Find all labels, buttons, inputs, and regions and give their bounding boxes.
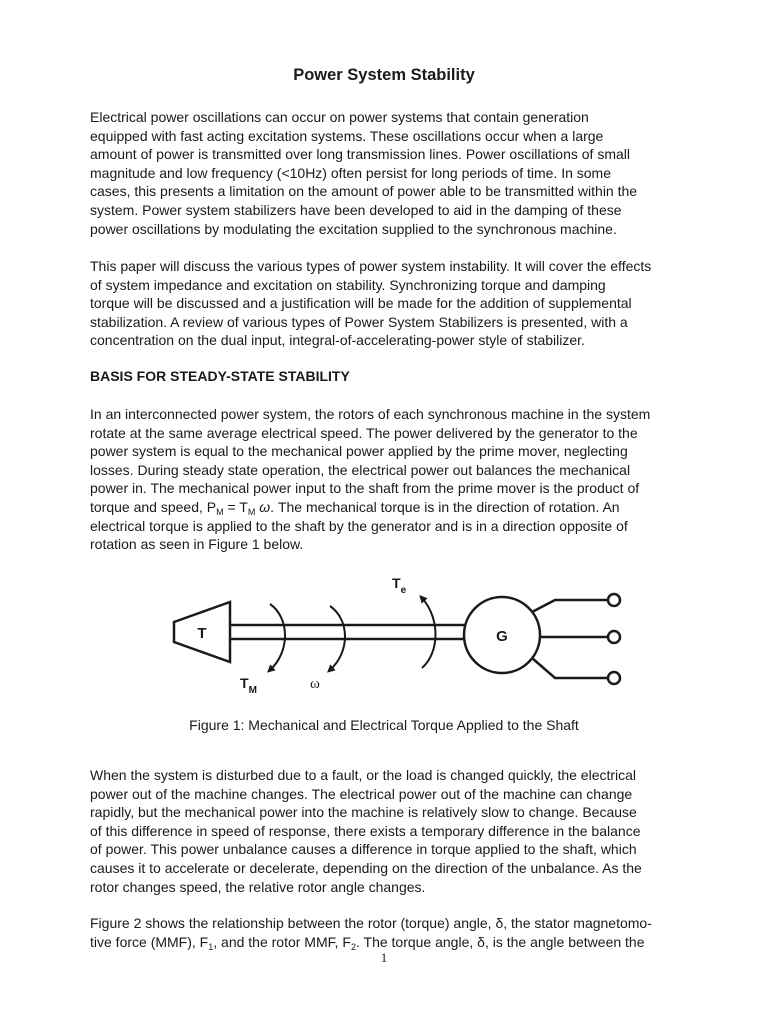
te-subscript: e <box>400 585 407 596</box>
text-line: rapidly, but the mechanical power into the machine is relatively slow to change. Because <box>90 804 637 821</box>
text-line: causes it to accelerate or decelerate, depending on the direction of the unbalance. As the <box>90 859 642 876</box>
text-line: magnitude and low frequency (<10Hz) often persist for long periods of time. In some <box>90 164 611 181</box>
text-line: power oscillations by modulating the excitation supplied to the synchronous machine. <box>90 220 617 237</box>
text-line: When the system is disturbed due to a fault, or the load is changed quickly, the electrical <box>90 767 637 783</box>
intro-paragraph <box>90 108 705 238</box>
phase-lead-a <box>532 600 608 612</box>
text-line: stabilization. A review of various types of Power System Stabilizers is presented, with a <box>90 313 628 330</box>
page-number: 1 <box>380 950 388 965</box>
section-heading: BASIS FOR STEADY-STATE STABILITY <box>90 368 350 384</box>
figure-1-shaft-diagram <box>160 570 640 700</box>
disturbance-paragraph <box>90 766 705 896</box>
text-line: of system impedance and excitation on stability. Synchronizing torque and damping <box>90 276 606 293</box>
text-line: system. Power system stabilizers have been developed to aid in the damping of these <box>90 201 622 218</box>
text-line: of this difference in speed of response, there exists a temporary difference in the balance <box>90 822 641 839</box>
tm-label <box>240 675 257 696</box>
turbine-label: T <box>197 625 207 642</box>
text-line: rotor changes speed, the relative rotor angle changes. <box>90 878 426 895</box>
figure-1-caption: Figure 1: Mechanical and Electrical Torque Applied to the Shaft <box>189 717 579 733</box>
basis-paragraph <box>90 405 705 554</box>
terminal-b <box>608 631 620 643</box>
terminal-a <box>608 594 620 606</box>
mmf-text-b: , and the rotor MMF, F <box>213 933 351 950</box>
text-line: This paper will discuss the various types of power system instability. It will cover the effects <box>90 258 652 274</box>
text-line: power in. The mechanical power input to the shaft from the prime mover is the product of <box>90 480 640 497</box>
f2-subscript: 2 <box>350 941 356 952</box>
eq-prefix: torque and speed, P <box>90 498 217 515</box>
scope-paragraph <box>90 257 705 350</box>
mmf-text-c: . The torque angle, δ, is the angle between the <box>355 933 645 950</box>
text-line <box>90 933 705 952</box>
text-line: rotation as seen in Figure 1 below. <box>90 536 304 553</box>
omega-symbol: ω <box>255 498 271 515</box>
te-torque-arc <box>422 598 436 668</box>
f1-subscript: 1 <box>208 941 214 952</box>
eq-suffix: . The mechanical torque is in the direction of rotation. An <box>270 498 620 515</box>
text-line: losses. During steady state operation, the electrical power out balances the mechanical <box>90 461 631 478</box>
text-line: Electrical power oscillations can occur on power systems that contain generation <box>90 109 589 125</box>
eq-equals: = T <box>223 498 248 515</box>
text-line: concentration on the dual input, integral-of-accelerating-power style of stabilizer. <box>90 332 585 349</box>
te-letter: T <box>392 575 401 591</box>
text-line: In an interconnected power system, the rotors of each synchronous machine in the system <box>90 406 651 422</box>
mmf-text-a: tive force (MMF), F <box>90 933 209 950</box>
tm-torque-arc <box>270 604 285 670</box>
phase-lead-c <box>532 658 608 678</box>
page-title: Power System Stability <box>293 66 475 84</box>
tm-letter: T <box>240 675 249 691</box>
te-label <box>392 575 407 596</box>
terminal-c <box>608 672 620 684</box>
text-line: power out of the machine changes. The electrical power out of the machine can change <box>90 785 633 802</box>
generator-label: G <box>496 628 508 645</box>
equation-line <box>90 498 705 517</box>
figure-2-paragraph <box>90 914 705 951</box>
text-line: of power. This power unbalance causes a difference in torque applied to the shaft, which <box>90 841 637 858</box>
text-line: cases, this presents a limitation on the amount of power able to be transmitted within the <box>90 183 638 200</box>
tm-subscript: M <box>248 685 257 696</box>
omega-label: ω <box>310 676 320 692</box>
text-line: torque will be discussed and a justification will be made for the addition of supplemental <box>90 295 632 312</box>
p-subscript: M <box>216 506 224 517</box>
text-line: equipped with fast acting excitation systems. These oscillations occur when a large <box>90 127 604 144</box>
t-subscript: M <box>247 506 256 517</box>
text-line: Figure 2 shows the relationship between the rotor (torque) angle, δ, the stator magnetomo- <box>90 915 652 931</box>
text-line: rotate at the same average electrical speed. The power delivered by the generator to the <box>90 424 638 441</box>
text-line: electrical torque is applied to the shaft by the generator and is in a direction opposite of <box>90 517 628 534</box>
text-line: amount of power is transmitted over long transmission lines. Power oscillations of small <box>90 146 631 163</box>
text-line: power system is equal to the mechanical power applied by the prime mover, neglecting <box>90 443 628 460</box>
